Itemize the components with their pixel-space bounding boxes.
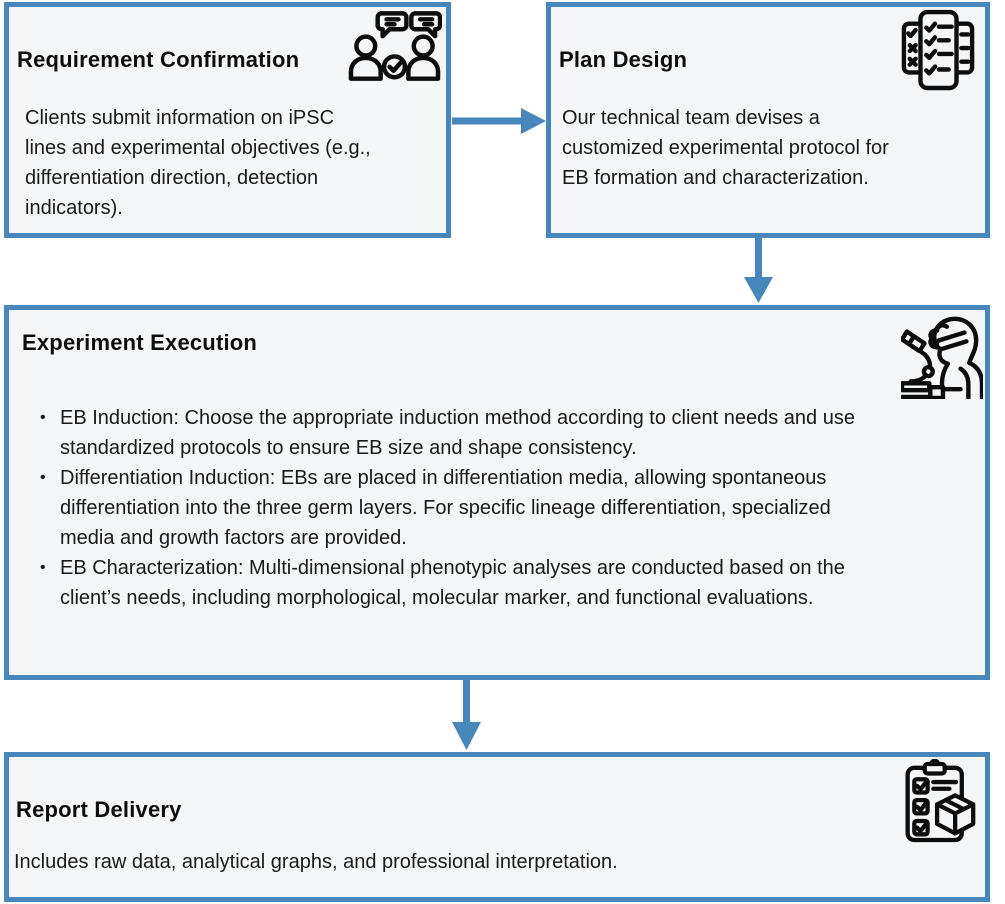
bullet-list [38,403,973,613]
card-title-requirement-confirmation: Requirement Confirmation [17,47,300,72]
flow-arrow-down-icon [448,678,485,752]
card-title-plan-design: Plan Design [559,47,688,72]
flow-arrow-down-icon [740,237,777,305]
card-body-requirement-confirmation [25,103,371,223]
body-line: media and growth factors are provided. [60,527,407,549]
body-line: lines and experimental objectives (e.g., [25,137,371,159]
flow-arrow-right-icon [451,104,548,138]
body-line: client’s needs, including morphological, molecular marker, and functional evaluations. [60,587,814,609]
body-line: Our technical team devises a [562,107,820,129]
card-requirement-confirmation [4,2,451,238]
card-body-plan-design [562,103,889,193]
bullet-icon: • [40,559,46,576]
card-experiment-execution [4,305,990,680]
card-title-report-delivery: Report Delivery [16,797,182,822]
body-line: customized experimental protocol for [562,137,889,159]
discussion-people-icon [347,10,442,90]
body-line: Differentiation Induction: EBs are placed in differentiation media, allowing spontaneous [60,467,827,489]
body-line: Includes raw data, analytical graphs, and professional interpretation. [14,851,618,873]
card-title-experiment-execution: Experiment Execution [22,330,258,355]
body-line: Clients submit information on iPSC [25,107,335,129]
list-item [38,403,973,463]
checklist-documents-icon [901,9,975,93]
body-line: differentiation into the three germ layers. For specific lineage differentiation, specialized [60,497,831,519]
clipboard-package-icon [901,759,977,845]
bullet-icon: • [40,409,46,426]
card-report-delivery [4,752,990,902]
list-item [38,553,973,613]
body-line: EB Induction: Choose the appropriate induction method according to client needs and use [60,407,855,429]
body-line: differentiation direction, detection [25,167,319,189]
body-line: EB Characterization: Multi-dimensional phenotypic analyses are conducted based on the [60,557,845,579]
bullet-icon: • [40,469,46,486]
body-line: indicators). [25,197,123,219]
card-plan-design [546,2,990,238]
card-body-report-delivery [14,847,618,877]
body-line: standardized protocols to ensure EB size and shape consistency. [60,437,637,459]
scientist-microscope-icon [901,313,983,399]
list-item [38,463,973,553]
body-line: EB formation and characterization. [562,167,869,189]
